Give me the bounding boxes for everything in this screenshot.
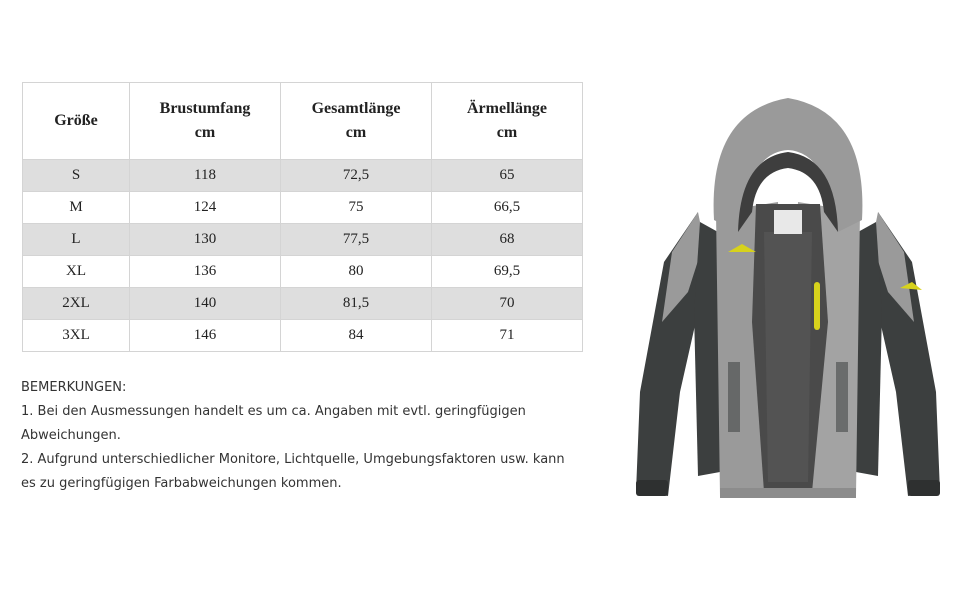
chest-cell: 140 [130,288,281,320]
table-row [23,160,583,192]
length-cell: 75 [281,192,432,224]
zipper-pull [814,282,820,330]
size-cell: XL [23,256,130,288]
table-row [23,256,583,288]
table-row [23,288,583,320]
length-cell: 84 [281,320,432,352]
remark-1-line-2: Abweichungen. [21,428,121,443]
collar-label [774,210,802,234]
table-header-row [23,83,583,160]
size-chart-table [22,82,583,352]
size-cell: M [23,192,130,224]
chest-cell: 118 [130,160,281,192]
chest-cell: 124 [130,192,281,224]
sleeve-cell: 69,5 [432,256,583,288]
length-cell: 72,5 [281,160,432,192]
left-pocket [728,362,740,432]
size-cell: 3XL [23,320,130,352]
jacket-image [628,92,948,504]
remarks-block [21,376,601,496]
length-cell: 80 [281,256,432,288]
header-aermellaenge: Ärmellänge cm [432,83,583,160]
size-cell: S [23,160,130,192]
remarks-title: BEMERKUNGEN: [21,380,127,395]
sleeve-cell: 68 [432,224,583,256]
length-cell: 77,5 [281,224,432,256]
right-pocket [836,362,848,432]
remark-2-line-2: es zu geringfügigen Farbabweichungen kommen. [21,476,342,491]
table-row [23,192,583,224]
table-row [23,320,583,352]
header-gesamtlaenge: Gesamtlänge cm [281,83,432,160]
sleeve-cell: 70 [432,288,583,320]
table-row [23,224,583,256]
size-cell: L [23,224,130,256]
sleeve-cell: 71 [432,320,583,352]
header-brustumfang: Brustumfang cm [130,83,281,160]
remark-2-line-1: 2. Aufgrund unterschiedlicher Monitore, Lichtquelle, Umgebungsfaktoren usw. kann [21,452,565,467]
remark-1-line-1: 1. Bei den Ausmessungen handelt es um ca. Angaben mit evtl. geringfügigen [21,404,526,419]
header-groesse: Größe [23,83,130,160]
sleeve-cell: 65 [432,160,583,192]
chest-cell: 146 [130,320,281,352]
sleeve-cell: 66,5 [432,192,583,224]
length-cell: 81,5 [281,288,432,320]
chest-cell: 136 [130,256,281,288]
chest-cell: 130 [130,224,281,256]
size-cell: 2XL [23,288,130,320]
